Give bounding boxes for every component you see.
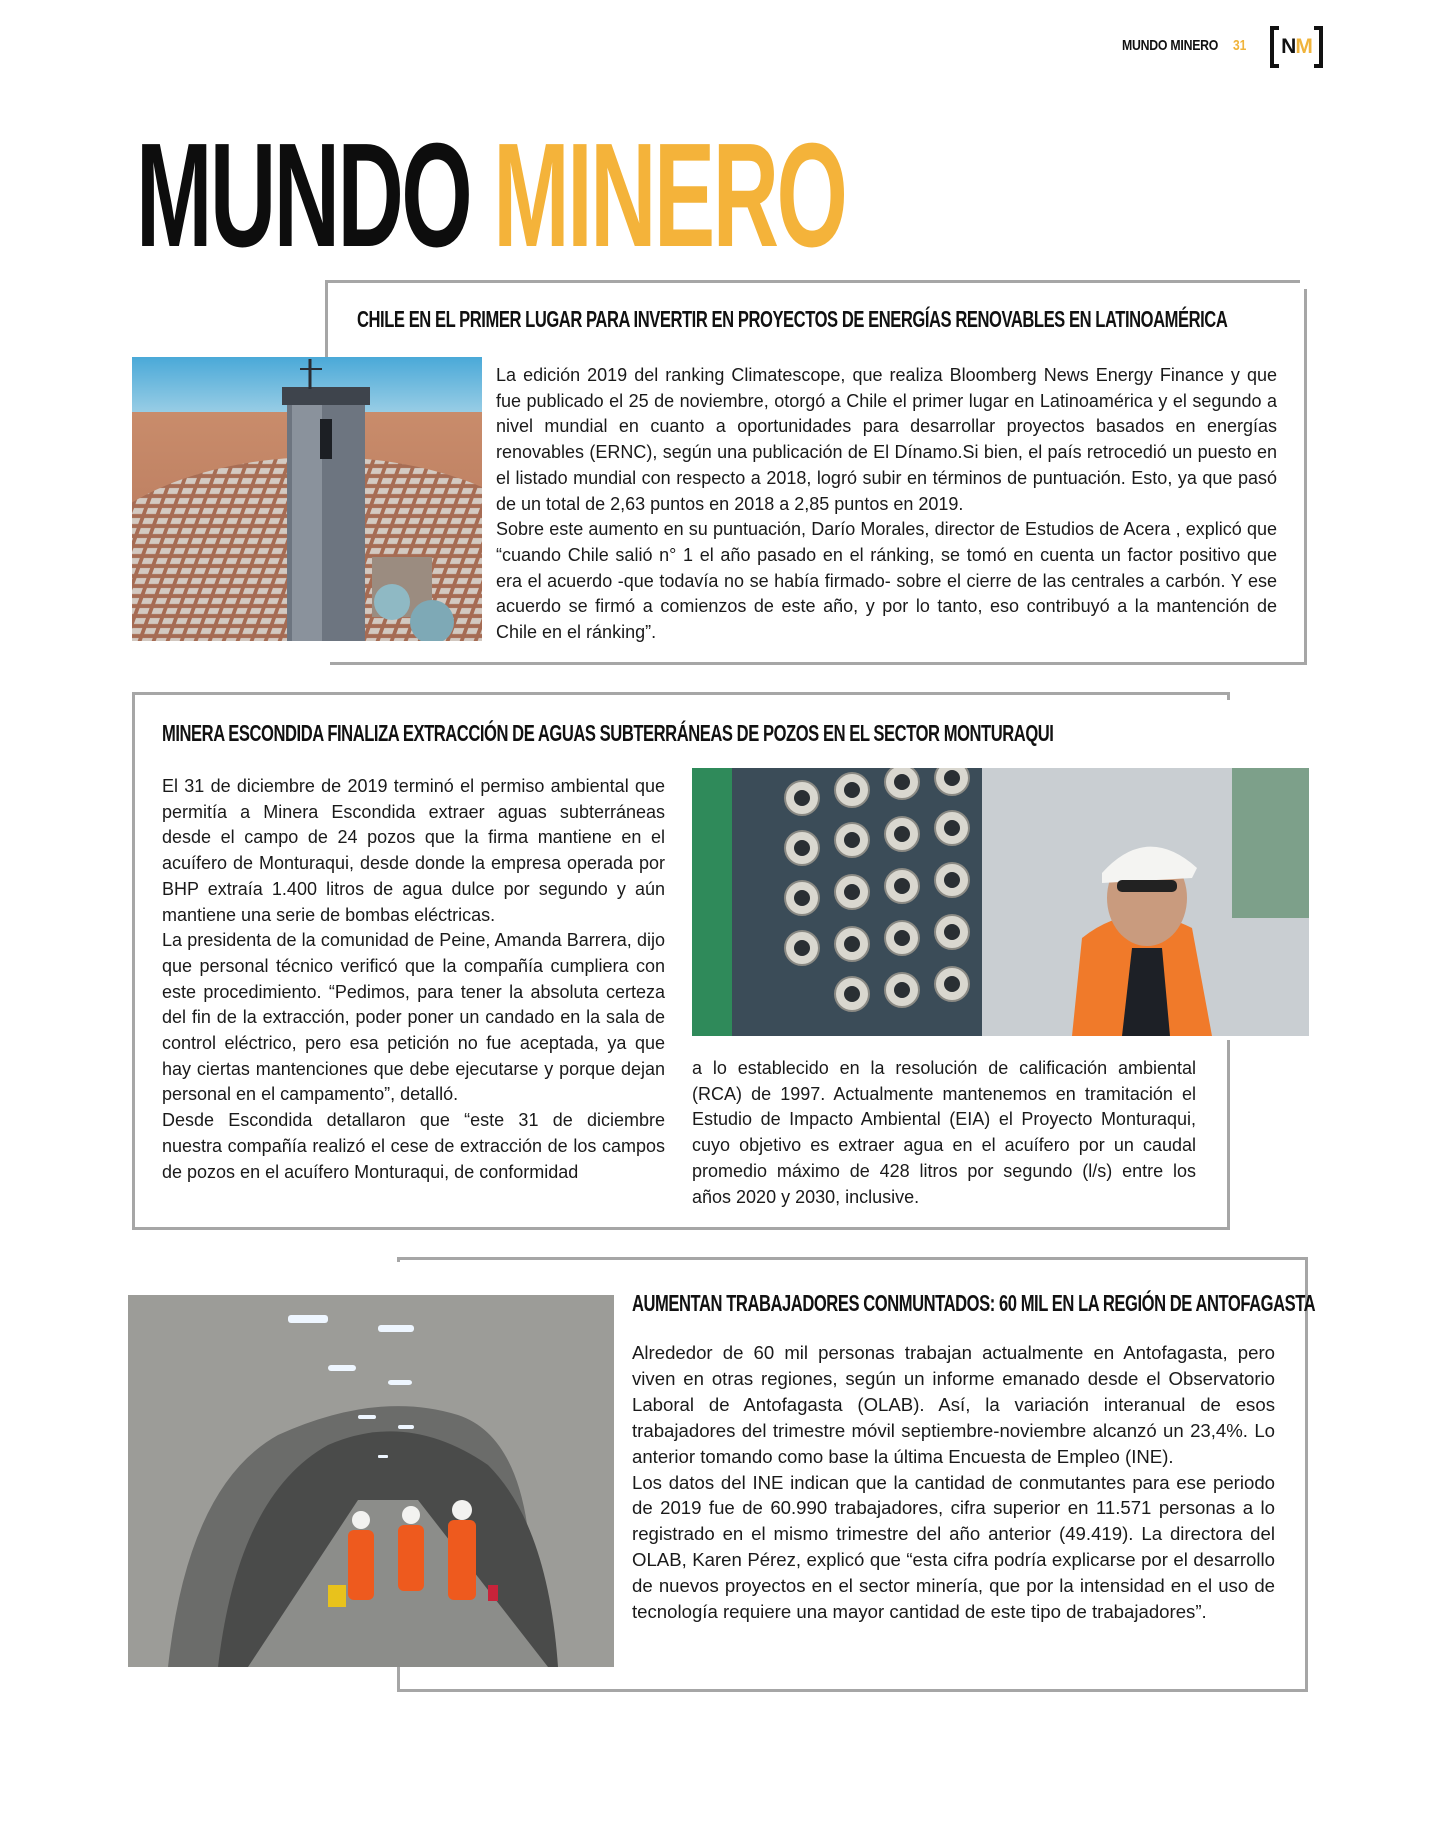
water-plant-illustration bbox=[692, 768, 1309, 1036]
logo-right-bracket bbox=[1314, 26, 1323, 68]
article-1-paragraph: Sobre este aumento en su puntuación, Darío Morales, director de Estudios de Acera , explicó que “cuando Chile salió n° 1 el año pasado en el ránking, se tomó en cuenta un factor positivo que era el acuerdo -que todavía no se había firmado- sobre el cierre de las centrales a carbón. Y ese acuerdo se firmó a comienzos de este año, y por lo tanto, eso contribuyó a la mantención de Chile en el ránking”. bbox=[496, 519, 1277, 643]
logo-letter-n: N bbox=[1281, 35, 1296, 58]
article-2-paragraph: La presidenta de la comunidad de Peine, Amanda Barrera, dijo que personal técnico verificó que la compañía cumpliera con este procedimiento. “Pedimos, para tener la absoluta certeza del fin de la extracción, poder poner un candado en la sala de control eléctrico, pero esa petición no fue aceptada, ya que hay ciertas mantenciones que debe ejecutarse y porque dejan personal en el campamento”, detalló. bbox=[162, 930, 665, 1105]
article-2-paragraph: Desde Escondida detallaron que “este 31 de diciembre nuestra compañía realizó el cese de extracción de los campos de pozos en el acuífero Monturaqui, de conformidad bbox=[162, 1110, 665, 1182]
page-title-word-2: MINERO bbox=[493, 113, 846, 278]
logo-letters bbox=[1279, 35, 1314, 59]
logo-left-bracket bbox=[1270, 26, 1279, 68]
article-1-paragraph: La edición 2019 del ranking Climatescope, que realiza Bloomberg News Energy Finance y que fue publicado el 25 de noviembre, otorgó a Chile el primer lugar en Latinoamérica y el segundo a nivel mundial en cuanto a oportunidades para desarrollar proyectos basados en energías renovables (ERNC), según una publicación de El Dínamo.Si bien, el país retrocedió un puesto en el listado mundial con respecto a 2018, logró subir en términos de puntuación. Esto, ya que pasó de un total de 2,63 puntos en 2018 a 2,85 puntos en 2019. bbox=[496, 365, 1277, 514]
article-1-body bbox=[496, 363, 1277, 646]
page-title-word-1: MUNDO bbox=[136, 113, 471, 278]
page-title bbox=[136, 113, 846, 278]
article-2-paragraph: El 31 de diciembre de 2019 terminó el permiso ambiental que permitía a Minera Escondida extraer aguas subterráneas desde el campo de 24 pozos que la firma mantiene en el acuífero de Monturaqui, desde donde la empresa operada por BHP extraía 1.400 litros de agua dulce por segundo y aún mantiene una serie de bombas eléctricas. bbox=[162, 776, 665, 925]
solar-tower-illustration bbox=[132, 357, 482, 641]
article-3-body bbox=[632, 1340, 1275, 1625]
article-3-paragraph: Los datos del INE indican que la cantidad de conmutantes para ese periodo de 2019 fue de 60.990 trabajadores, cifra superior en 11.571 personas a lo registrado en el mismo trimestre del año anterior (49.419). La directora del OLAB, Karen Pérez, explicó que “esta cifra podría explicarse por el desarrollo de nuevos proyectos en el sector minería, que por la intensidad en el uso de tecnología requiere una mayor cantidad de este tipo de trabajadores”. bbox=[632, 1471, 1275, 1623]
mine-tunnel-photo bbox=[128, 1295, 614, 1667]
water-plant-worker-photo bbox=[692, 768, 1309, 1036]
article-2-column-2 bbox=[692, 1056, 1196, 1210]
article-2-paragraph: a lo establecido en la resolución de calificación ambiental (RCA) de 1997. Actualmente mantenemos en tramitación el Estudio de Impacto Ambiental (EIA) el Proyecto Monturaqui, cuyo objetivo es extraer agua en el acuífero por un caudal promedio máximo de 428 litros por segundo (l/s) entre los años 2020 y 2030, inclusive. bbox=[692, 1058, 1196, 1207]
page-number: 31 bbox=[1233, 37, 1247, 54]
solar-tower-photo bbox=[132, 357, 482, 641]
logo-letter-m: M bbox=[1295, 35, 1312, 58]
running-header-section: MUNDO MINERO bbox=[1122, 37, 1219, 54]
article-3-paragraph: Alrededor de 60 mil personas trabajan actualmente en Antofagasta, pero viven en otras regiones, según un informe emanado desde el Observatorio Laboral de Antofagasta (OLAB). Así, la variación interanual de esos trabajadores del trimestre móvil septiembre-noviembre alcanzó un 23,4%. Lo anterior tomando como base la última Encuesta de Empleo (INE). bbox=[632, 1342, 1275, 1467]
article-2-title: MINERA ESCONDIDA FINALIZA EXTRACCIÓN DE AGUAS SUBTERRÁNEAS DE POZOS EN EL SECTOR MONTURAQUI bbox=[162, 720, 1054, 746]
magazine-logo bbox=[1270, 26, 1323, 68]
article-1-title: CHILE EN EL PRIMER LUGAR PARA INVERTIR EN PROYECTOS DE ENERGÍAS RENOVABLES EN LATINOAMÉRICA bbox=[357, 306, 1228, 332]
article-3-title: AUMENTAN TRABAJADORES CONMUNTADOS: 60 MIL EN LA REGIÓN DE ANTOFAGASTA bbox=[632, 1290, 1316, 1316]
article-2-column-1 bbox=[162, 774, 665, 1185]
mine-tunnel-illustration bbox=[128, 1295, 614, 1667]
